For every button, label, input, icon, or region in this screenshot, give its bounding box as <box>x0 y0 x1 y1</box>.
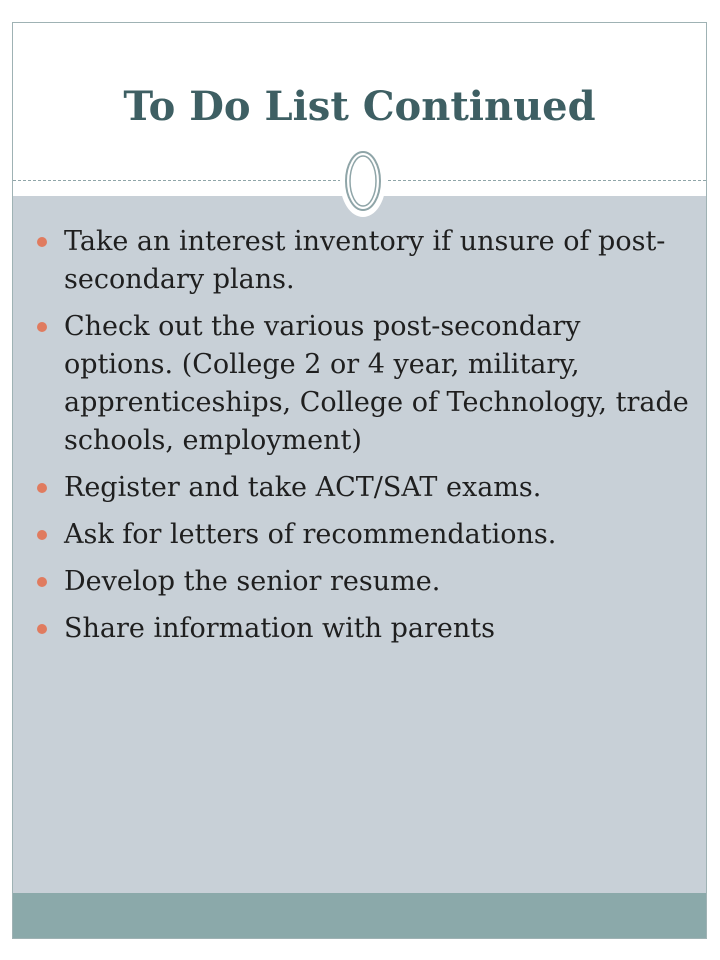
bullet-item <box>35 610 690 648</box>
slide-title: To Do List Continued <box>123 83 596 130</box>
bullet-dot-icon <box>37 322 47 332</box>
bullet-text: Ask for letters of recommendations. <box>64 519 557 550</box>
bullet-dot-icon <box>37 483 47 493</box>
bullet-dot-icon <box>37 577 47 587</box>
oval-ornament-icon <box>338 143 388 219</box>
bullet-dot-icon <box>37 237 47 247</box>
bullet-text: Check out the various post-secondary options. (College 2 or 4 year, military, apprenticeships, College of Technology, trade schools, employment) <box>64 311 689 456</box>
bullet-item <box>35 308 690 460</box>
bullet-item <box>35 469 690 507</box>
bullet-text: Register and take ACT/SAT exams. <box>64 472 542 503</box>
bullet-text: Share information with parents <box>64 613 495 644</box>
slide <box>12 22 707 939</box>
bullet-text: Take an interest inventory if unsure of post-secondary plans. <box>64 226 666 295</box>
bullet-dot-icon <box>37 624 47 634</box>
bullet-text: Develop the senior resume. <box>64 566 441 597</box>
footer-bar <box>13 893 706 938</box>
bullet-item <box>35 516 690 554</box>
bullet-item <box>35 563 690 601</box>
bullet-dot-icon <box>37 530 47 540</box>
bullet-item <box>35 223 690 299</box>
bullet-list <box>35 223 690 657</box>
